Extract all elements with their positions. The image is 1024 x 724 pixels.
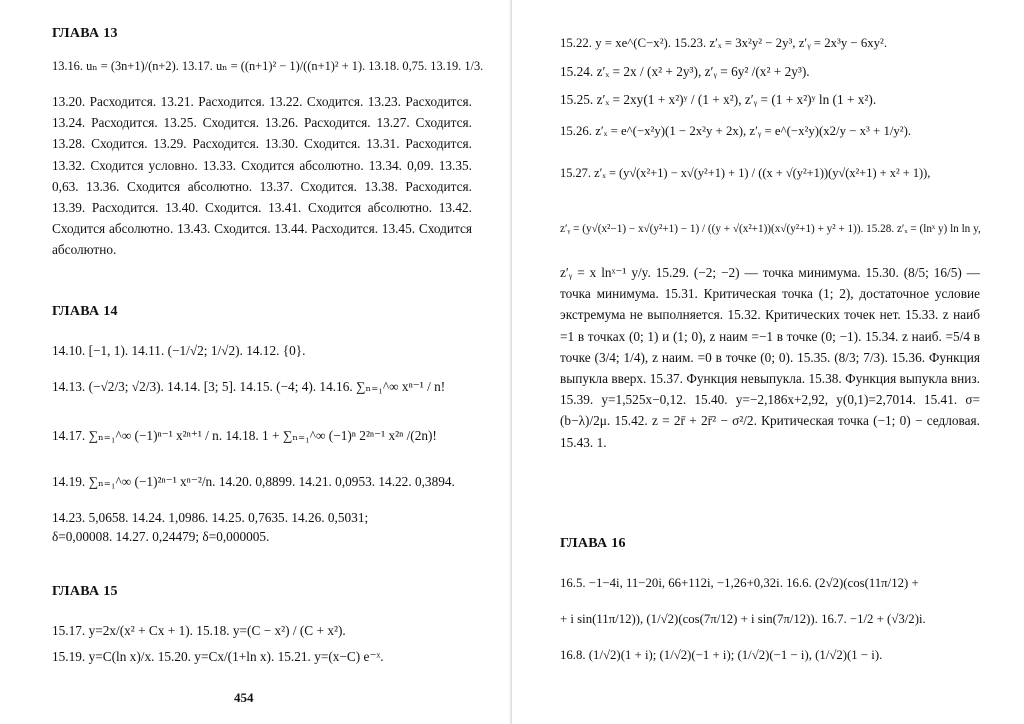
chapter-15-line-2: 15.19. y=C(ln x)/x. 15.20. y=Cx/(1+ln x). 15.21. y=(x−C) e⁻ˣ. [52, 649, 384, 664]
chapter-14-line-4: 14.19. ∑ₙ₌₁^∞ (−1)²ⁿ⁻¹ xⁿ⁻²/n. 14.20. 0,8899. 14.21. 0,0953. 14.22. 0,3894. [52, 474, 455, 489]
chapter-15-line-1: 15.17. y=2x/(x² + Cx + 1). 15.18. y=(C − x²) / (C + x²). [52, 623, 346, 638]
chapter-15-cont-line-6: z′ᵧ = (y√(x²−1) − x√(y²+1) − 1) / ((y + √(x²+1))(x√(y²+1) + y² + 1)). 15.28. z′ₓ = (lnˣ y) ln ln y, [560, 223, 981, 235]
chapter-13-heading: ГЛАВА 13 [52, 26, 118, 41]
chapter-16-line-2: + i sin(11π/12)), (1/√2)(cos(7π/12) + i sin(7π/12)). 16.7. −1/2 + (√3/2)i. [560, 612, 926, 626]
chapter-13-line-1: 13.16. uₙ = (3n+1)/(n+2). 13.17. uₙ = ((n+1)² − 1)/((n+1)² + 1). 13.18. 0,75. 13.19. 1/3. [52, 59, 484, 73]
chapter-14-line-2: 14.13. (−√2/3; √2/3). 14.14. [3; 5]. 14.15. (−4; 4). 14.16. ∑ₙ₌₁^∞ xⁿ⁻¹ / n! [52, 379, 446, 394]
chapter-14-line-1: 14.10. [−1, 1). 14.11. (−1/√2; 1/√2). 14.12. {0}. [52, 343, 306, 358]
chapter-15-cont-line-3: 15.25. z′ₓ = 2xy(1 + x²)ʸ / (1 + x²), z′ᵧ = (1 + x²)ʸ ln (1 + x²). [560, 92, 877, 107]
chapter-15-cont-line-4: 15.26. z′ₓ = e^(−x²y)(1 − 2x²y + 2x), z′ᵧ = e^(−x²y)(x2/y − x³ + 1/y²). [560, 124, 912, 138]
chapter-16-line-1: 16.5. −1−4i, 11−20i, 66+112i, −1,26+0,32i. 16.6. (2√2)(cos(11π/12) + [560, 576, 919, 590]
chapter-15-cont-line-1: 15.22. y = xe^(C−x²). 15.23. z′ₓ = 3x²y² − 2y³, z′ᵧ = 2x³y − 6xy². [560, 36, 888, 50]
chapter-16-heading: ГЛАВА 16 [560, 536, 626, 551]
chapter-16-line-3: 16.8. (1/√2)(1 + i); (1/√2)(−1 + i); (1/√2)(−1 − i), (1/√2)(1 − i). [560, 648, 883, 662]
chapter-14-line-5: 14.23. 5,0658. 14.24. 1,0986. 14.25. 0,7635. 14.26. 0,5031; [52, 510, 369, 525]
right-page [512, 0, 1024, 724]
chapter-14-line-3: 14.17. ∑ₙ₌₁^∞ (−1)ⁿ⁻¹ x²ⁿ⁺¹ / n. 14.18. 1 + ∑ₙ₌₁^∞ (−1)ⁿ 2²ⁿ⁻¹ x²ⁿ /(2n)! [52, 428, 437, 443]
page-number: 454 [234, 690, 254, 705]
chapter-15-heading: ГЛАВА 15 [52, 584, 118, 599]
chapter-15-cont-line-5: 15.27. z′ₓ = (y√(x²+1) − x√(y²+1) + 1) / ((x + √(y²+1))(y√(x²+1) + x² + 1)), [560, 166, 931, 180]
chapter-13-paragraph: 13.20. Расходится. 13.21. Расходится. 13.22. Сходится. 13.23. Расходится. 13.24. Расходится. 13.25. Сходится. 13.26. Расходится. 13.27. Сходится. 13.28. Сходится. 13.29. Расходится. 13.30. Сходится. 13.31. Расходится. 13.32. Сходится условно. 13.33. Сходится абсолютно. 13.34. 0,09. 13.35. 0,63. 13.36. Сходится абсолютно. 13.37. Сходится. 13.38. Расходится. 13.39. Расходится. 13.40. Сходится. 13.41. Сходится абсолютно. 13.42. Сходится абсолютно. 13.43. Сходится. 13.44. Расходится. 13.45. Сходится абсолютно. [52, 94, 472, 258]
chapter-15-cont-paragraph: z′ᵧ = x lnˣ⁻¹ y/y. 15.29. (−2; −2) — точка минимума. 15.30. (8/5; 16/5) — точка минимума. 15.31. Критическая точка (1; 2), достаточное условие экстремума не выполняется. 15.32. Критических точек нет. 15.33. z наиб =1 в точках (0; 1) и (1; 0), z наим =−1 в точке (0; −1). 15.34. z наиб. =5/4 в точке (3/4; 1/4), z наим. =0 в точке (0; 0). 15.35. (8/3; 7/3). 15.36. Функция выпукла вверх. 15.37. Функция невыпукла. 15.38. Функция выпукла вниз. 15.39. y=1,525x−0,12. 15.40. y=−2,186x+2,92, y(0,1)=2,7014. 15.41. σ=(b−λ)/2μ. 15.42. z = 2r̄ + 2r̄² − σ²/2. Критическая точка (−1; 0) − седловая. 15.43. 1. [560, 265, 980, 450]
chapter-14-heading: ГЛАВА 14 [52, 304, 118, 319]
chapter-14-line-6: δ=0,00008. 14.27. 0,24479; δ=0,000005. [52, 529, 270, 544]
chapter-15-cont-line-2: 15.24. z′ₓ = 2x / (x² + 2y³), z′ᵧ = 6y² /(x² + 2y³). [560, 64, 810, 79]
